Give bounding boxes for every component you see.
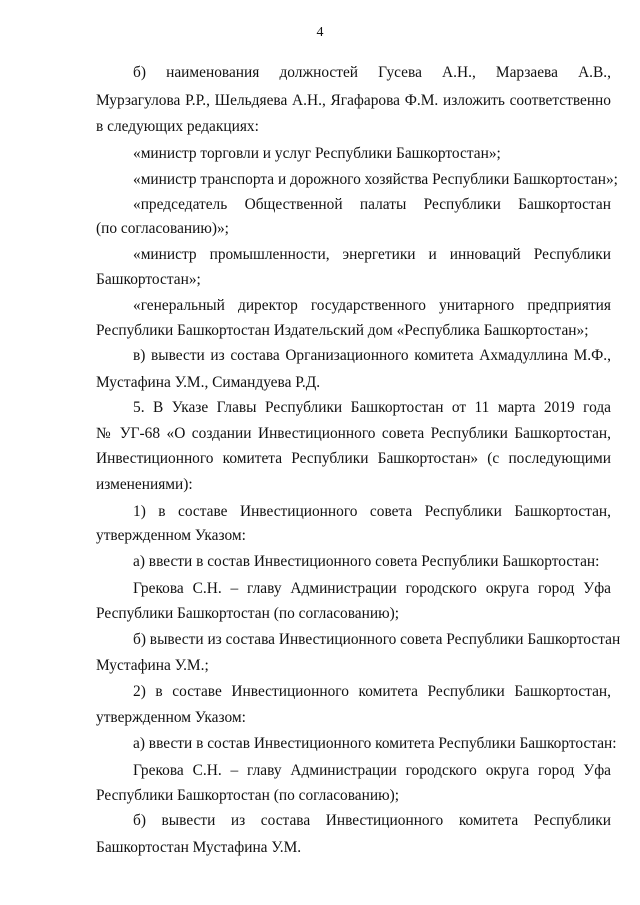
text-line: 5. В Указе Главы Республики Башкортостан от 11 марта 2019 года [133, 399, 611, 416]
text-line: Мурзагулова Р.Р., Шельдяева А.Н., Ягафарова Ф.М. изложить соответственно [96, 92, 611, 109]
text-line: (по согласованию)»; [96, 220, 229, 237]
text-line: «генеральный директор государственного унитарного предприятия [133, 297, 611, 314]
page-number: 4 [316, 25, 324, 40]
text-line: а) ввести в состав Инвестиционного совета Республики Башкортостан: [133, 553, 600, 570]
text-line: в следующих редакциях: [96, 118, 259, 135]
text-line: Башкортостан Мустафина У.М. [96, 839, 302, 856]
text-line: Инвестиционного комитета Республики Башкортостан» (с последующими [96, 450, 611, 467]
text-line: Грекова С.Н. – главу Администрации городского округа город Уфа [133, 762, 611, 779]
text-line: утвержденном Указом: [96, 709, 246, 726]
text-line: Республики Башкортостан (по согласованию); [96, 605, 399, 622]
text-line: Грекова С.Н. – главу Администрации городского округа город Уфа [133, 580, 611, 597]
text-line: Республики Башкортостан Издательский дом «Республика Башкортостан»; [96, 322, 589, 339]
text-line: Башкортостан»; [96, 271, 201, 288]
text-line: Мустафина У.М., Симандуева Р.Д. [96, 374, 321, 391]
text-line: Мустафина У.М.; [96, 657, 209, 674]
text-line: «министр транспорта и дорожного хозяйства Республики Башкортостан»; [133, 171, 618, 188]
text-line: «председатель Общественной палаты Республики Башкортостан [133, 196, 611, 213]
text-line: утвержденном Указом: [96, 527, 246, 544]
text-line: б) вывести из состава Инвестиционного комитета Республики [133, 812, 611, 829]
text-line: «министр промышленности, энергетики и инноваций Республики [133, 246, 611, 263]
text-line: в) вывести из состава Организационного комитета Ахмадуллина М.Ф., [133, 347, 611, 364]
text-line: изменениями): [96, 476, 193, 493]
text-line: 2) в составе Инвестиционного комитета Республики Башкортостан, [133, 683, 611, 700]
text-line: а) ввести в состав Инвестиционного комитета Республики Башкортостан: [133, 735, 617, 752]
text-line: «министр торговли и услуг Республики Башкортостан»; [133, 145, 501, 162]
text-line: б) наименования должностей Гусева А.Н., Марзаева А.В., [133, 64, 611, 81]
text-line: 1) в составе Инвестиционного совета Республики Башкортостан, [133, 503, 611, 520]
text-line: Республики Башкортостан (по согласованию); [96, 787, 399, 804]
text-line: б) вывести из состава Инвестиционного совета Республики Башкортостан [133, 631, 621, 648]
text-line: № УГ-68 «О создании Инвестиционного совета Республики Башкортостан, [96, 425, 611, 442]
